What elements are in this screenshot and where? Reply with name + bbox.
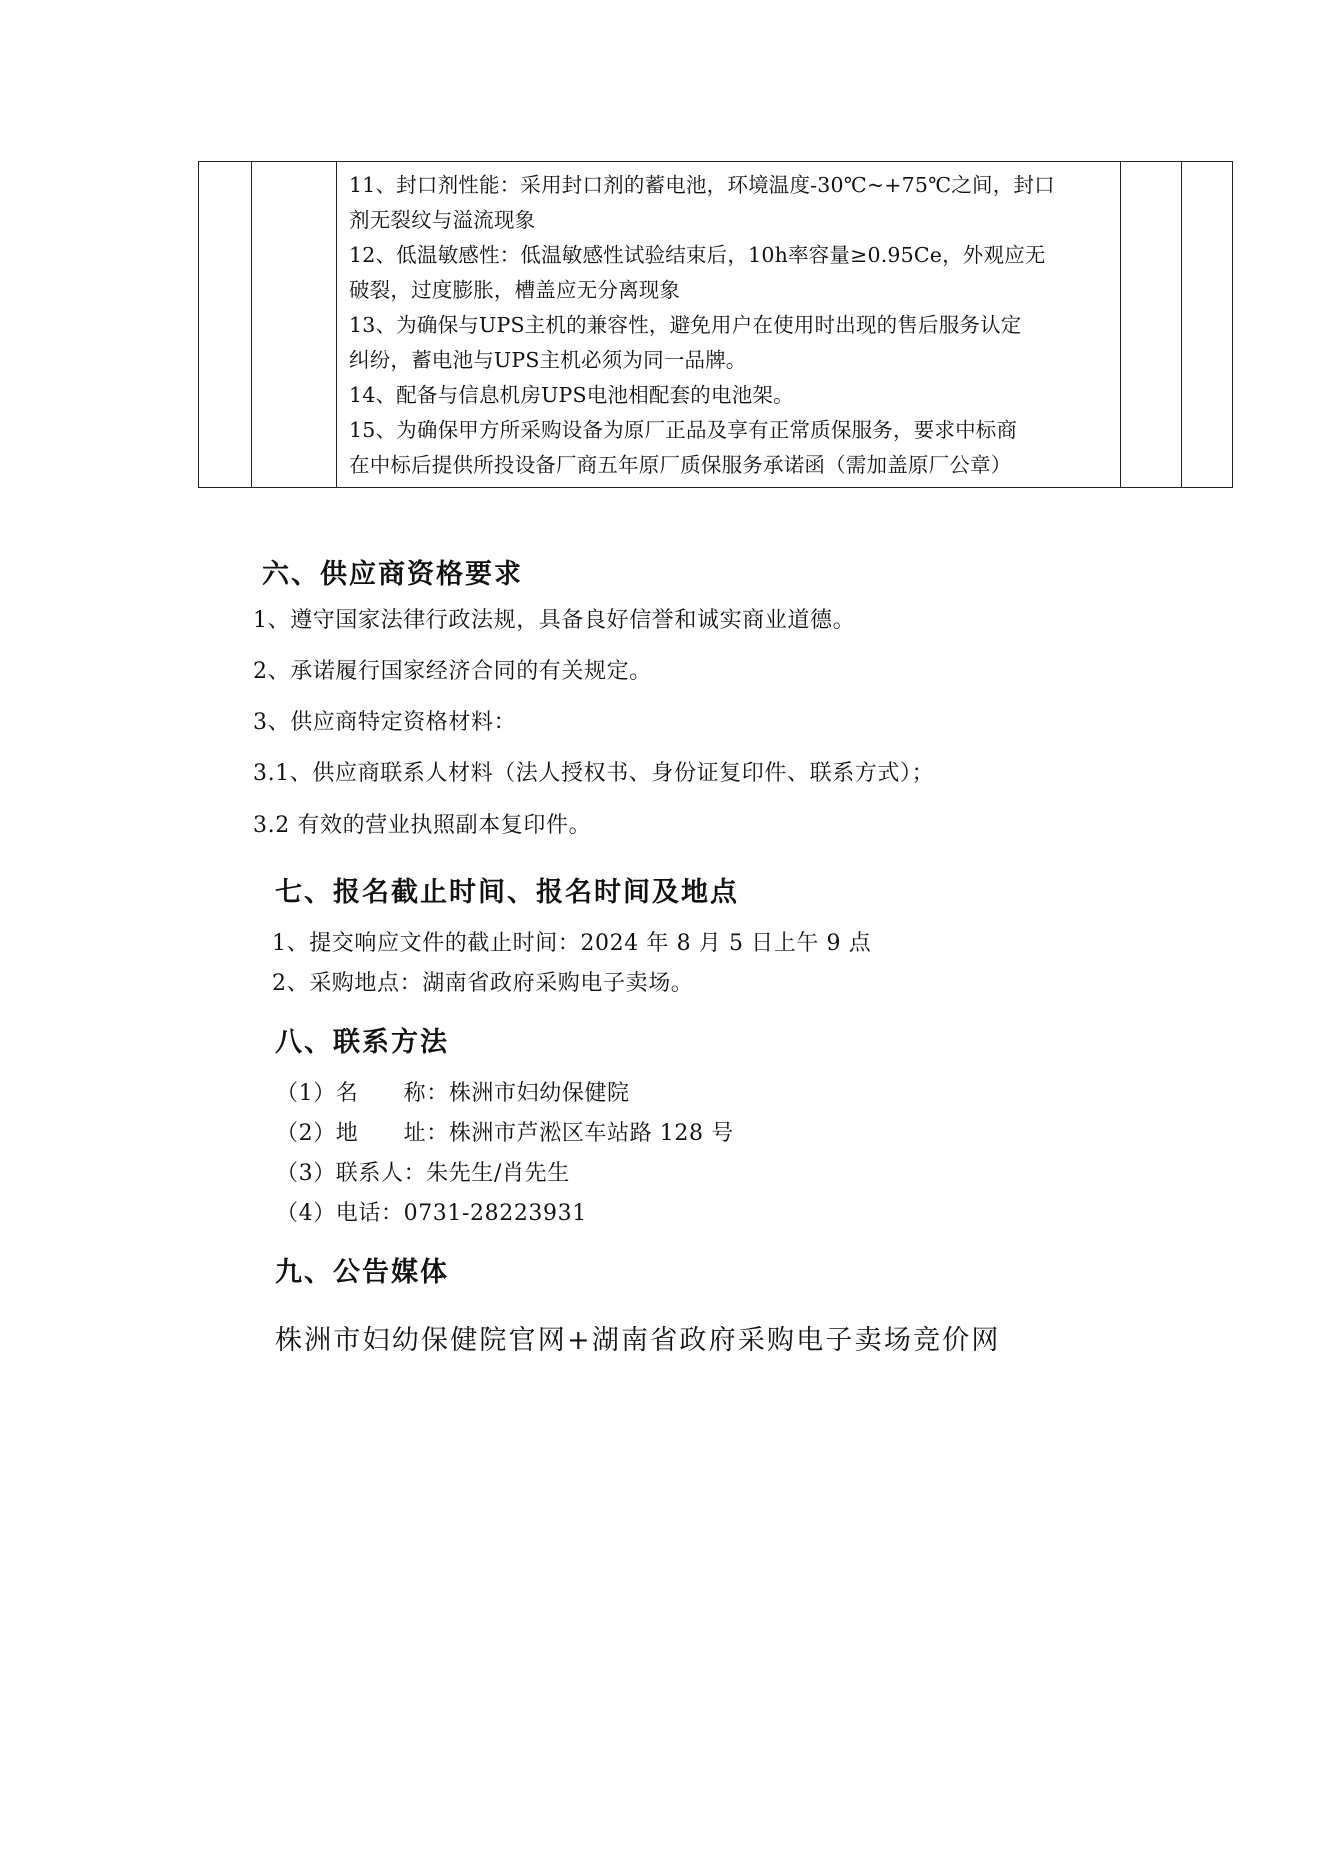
- requirement-line: 14、配备与信息机房UPS电池相配套的电池架。: [349, 383, 794, 407]
- requirement-line: 在中标后提供所投设备厂商五年原厂质保服务承诺函（需加盖原厂公章）: [349, 453, 1012, 477]
- contact-value: 0731-28223931: [403, 1201, 587, 1226]
- table-row: [199, 162, 1233, 488]
- table-cell-quantity: [1121, 162, 1182, 488]
- contact-value: 株洲市芦淞区车站路 128 号: [448, 1121, 734, 1146]
- contact-phone-row: [276, 1196, 587, 1227]
- contact-label: （4）电话：: [276, 1201, 404, 1226]
- contact-label: （3）联系人：: [276, 1161, 427, 1186]
- table-cell-index: [199, 162, 252, 488]
- contact-label: （2）地 址：: [276, 1121, 449, 1146]
- requirement-line: 纠纷，蓄电池与UPS主机必须为同一品牌。: [349, 348, 747, 372]
- section-heading-supplier-qualifications: 六、供应商资格要求: [262, 559, 523, 590]
- qualification-item: 3.2 有效的营业执照副本复印件。: [253, 813, 592, 838]
- deadline-item: 1、提交响应文件的截止时间：2024 年 8 月 5 日上午 9 点: [272, 931, 872, 956]
- requirement-line: 破裂，过度膨胀，槽盖应无分离现象: [349, 278, 681, 302]
- qualification-item: 3.1、供应商联系人材料（法人授权书、身份证复印件、联系方式）；: [253, 761, 935, 786]
- requirements-table: [198, 161, 1233, 488]
- section-heading-announcement-media: 九、公告媒体: [275, 1257, 449, 1288]
- contact-person-row: [276, 1156, 570, 1187]
- section-heading-contact: 八、联系方法: [275, 1027, 449, 1058]
- requirement-line: 剂无裂纹与溢流现象: [349, 208, 536, 232]
- table-cell-requirements: [337, 162, 1121, 488]
- contact-label: （1）名 称：: [276, 1081, 449, 1106]
- qualification-item: 2、承诺履行国家经济合同的有关规定。: [253, 659, 652, 684]
- table-cell-item: [252, 162, 337, 488]
- requirement-line: 15、为确保甲方所采购设备为原厂正品及享有正常质保服务，要求中标商: [349, 418, 1018, 442]
- requirement-line: 12、低温敏感性：低温敏感性试验结束后，10h率容量≥0.95Ce，外观应无: [349, 243, 1046, 267]
- location-item: 2、采购地点：湖南省政府采购电子卖场。: [272, 971, 694, 996]
- qualification-item: 3、供应商特定资格材料：: [253, 710, 517, 735]
- requirement-line: 11、封口剂性能：采用封口剂的蓄电池，环境温度-30℃~+75℃之间，封口: [349, 173, 1055, 197]
- contact-value: 株洲市妇幼保健院: [448, 1081, 630, 1106]
- contact-name-row: [276, 1076, 630, 1107]
- contact-value: 朱先生/肖先生: [426, 1161, 570, 1186]
- table-cell-remark: [1182, 162, 1233, 488]
- contact-address-row: [276, 1116, 734, 1147]
- qualification-item: 1、遵守国家法律行政法规，具备良好信誉和诚实商业道德。: [253, 608, 856, 633]
- announcement-media-text: 株洲市妇幼保健院官网+湖南省政府采购电子卖场竞价网: [275, 1325, 1001, 1356]
- section-heading-registration-deadline: 七、报名截止时间、报名时间及地点: [275, 877, 739, 908]
- requirement-line: 13、为确保与UPS主机的兼容性，避免用户在使用时出现的售后服务认定: [349, 313, 1022, 337]
